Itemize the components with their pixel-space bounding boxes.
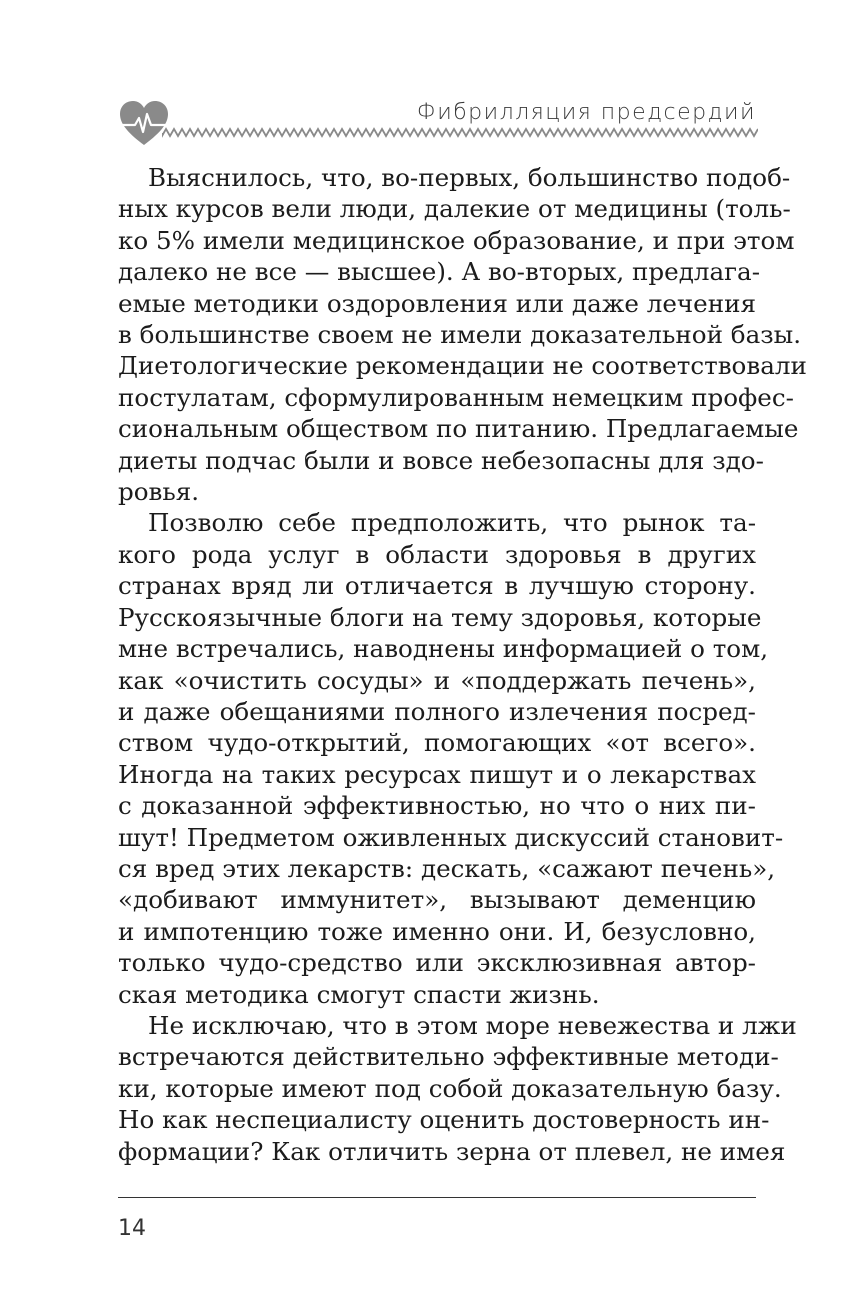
text-line: Русскоязычные блоги на тему здоровья, которые [118, 602, 762, 632]
text-line: «добивают иммунитет», вызывают деменцию [118, 885, 756, 915]
text-line: ся вред этих лекарств: дескать, «сажают печень», [118, 853, 776, 883]
running-title: Фибрилляция предсердий [416, 100, 756, 125]
text-line: ко 5% имели медицинское образование, и при этом [118, 225, 795, 255]
text-line: кого рода услуг в области здоровья в других [118, 539, 756, 569]
text-line: в большинстве своем не имели доказательной базы. [118, 320, 802, 350]
paragraph-1 [118, 162, 807, 507]
text-line: только чудо-средство или эксклюзивная автор- [118, 948, 756, 978]
running-header [0, 0, 844, 150]
text-line: шут! Предметом оживленных дискуссий становит- [118, 822, 784, 852]
text-line: странах вряд ли отличается в лучшую сторону. [118, 571, 756, 601]
text-line: Но как неспециалисту оценить достоверность ин- [118, 1105, 770, 1135]
text-line: Выяснилось, что, во-первых, большинство подоб- [148, 163, 791, 192]
text-line: диеты подчас были и вовсе небезопасны для здо- [118, 445, 764, 475]
text-line: ством чудо-открытий, помогающих «от всего». [118, 728, 756, 758]
text-line: емые методики оздоровления или даже лечения [118, 288, 757, 318]
text-line: как «очистить сосуды» и «поддержать печень», [118, 665, 756, 695]
text-line: ровья. [118, 477, 200, 507]
text-line: с доказанной эффективностью, но что о них пи- [118, 791, 756, 821]
text-line: Позволю себе предположить, что рынок та- [148, 508, 756, 538]
paragraph-2 [118, 507, 784, 1010]
text-line: сиональным обществом по питанию. Предлагаемые [118, 414, 799, 444]
wave-divider [162, 124, 758, 142]
text-line: Диетологические рекомендации не соответствовали [118, 351, 807, 381]
text-line: ных курсов вели люди, далекие от медицины (толь- [118, 194, 791, 224]
text-line: встречаются действительно эффективные методи- [118, 1042, 779, 1072]
paragraph-3 [118, 1010, 797, 1167]
text-line: далеко не все — высшее). А во-вторых, предлага- [118, 257, 761, 287]
body-text [118, 162, 807, 1167]
footer-rule [118, 1197, 756, 1198]
text-line: формации? Как отличить зерна от плевел, не имея [118, 1136, 786, 1166]
page-number: 14 [118, 1216, 146, 1241]
text-line: Не исключаю, что в этом море невежества и лжи [148, 1010, 797, 1040]
text-line: мне встречались, наводнены информацией о том, [118, 634, 769, 664]
text-line: Иногда на таких ресурсах пишут и о лекарствах [118, 759, 756, 789]
text-line: и импотенцию тоже именно они. И, безусловно, [118, 916, 756, 946]
text-line: постулатам, сформулированным немецким профес- [118, 382, 794, 412]
text-line: и даже обещаниями полного излечения посред- [118, 696, 756, 726]
text-line: ки, которые имеют под собой доказательную базу. [118, 1073, 782, 1103]
text-line: ская методика смогут спасти жизнь. [118, 979, 600, 1009]
